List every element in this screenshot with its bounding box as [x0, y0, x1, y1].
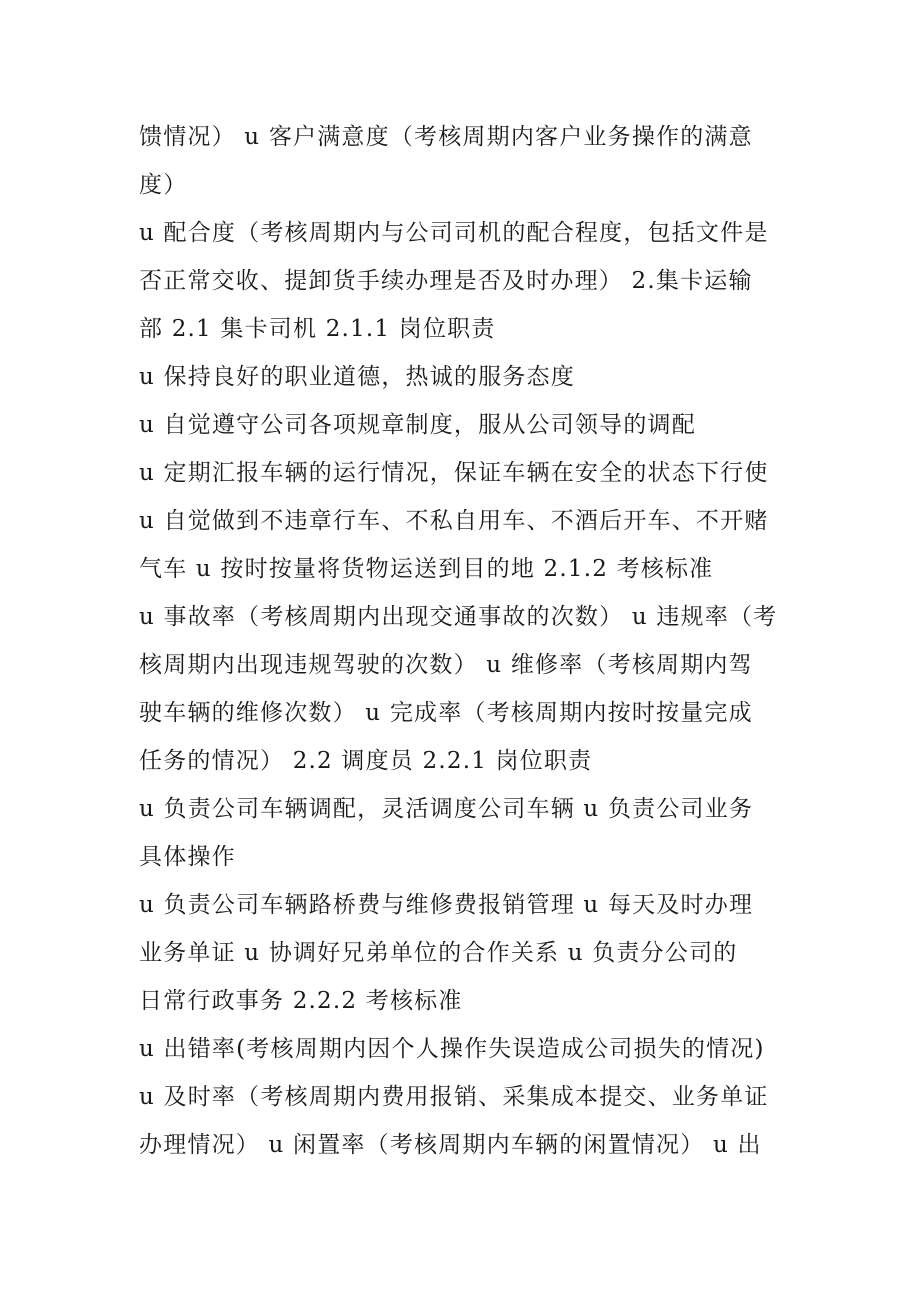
text-line: u 负责公司车辆路桥费与维修费报销管理 u 每天及时办理	[139, 892, 754, 918]
text-line: 办理情况） u 闲置率（考核周期内车辆的闲置情况） u 出	[139, 1132, 762, 1158]
text-line: u 负责公司车辆调配，灵活调度公司车辆 u 负责公司业务	[139, 796, 754, 822]
text-line: u 出错率(考核周期内因个人操作失误造成公司损失的情况)	[139, 1036, 765, 1062]
text-line: u 保持良好的职业道德，热诚的服务态度	[139, 364, 575, 390]
document-body	[139, 113, 789, 1169]
text-line: 部 2.1 集卡司机 2.1.1 岗位职责	[139, 316, 496, 342]
text-line: 度）	[139, 172, 188, 198]
text-line: u 及时率（考核周期内费用报销、采集成本提交、业务单证	[139, 1084, 769, 1110]
text-line: u 自觉遵守公司各项规章制度，服从公司领导的调配	[139, 412, 696, 438]
text-line: u 自觉做到不违章行车、不私自用车、不酒后开车、不开赌	[139, 508, 769, 534]
text-line: 任务的情况） 2.2 调度员 2.2.1 岗位职责	[139, 748, 593, 774]
text-line: 驶车辆的维修次数） u 完成率（考核周期内按时按量完成	[139, 700, 753, 726]
text-line: u 配合度（考核周期内与公司司机的配合程度，包括文件是	[139, 220, 769, 246]
text-line: 业务单证 u 协调好兄弟单位的合作关系 u 负责分公司的	[139, 940, 738, 966]
text-line: 具体操作	[139, 844, 236, 870]
text-line: u 定期汇报车辆的运行情况，保证车辆在安全的状态下行使	[139, 460, 769, 486]
text-line: 气车 u 按时按量将货物运送到目的地 2.1.2 考核标准	[139, 556, 714, 582]
text-line: 馈情况） u 客户满意度（考核周期内客户业务操作的满意	[139, 124, 753, 150]
text-line: 日常行政事务 2.2.2 考核标准	[139, 988, 463, 1014]
text-line: 核周期内出现违规驾驶的次数） u 维修率（考核周期内驾	[139, 652, 753, 678]
text-line: u 事故率（考核周期内出现交通事故的次数） u 违规率（考	[139, 604, 778, 630]
text-line: 否正常交收、提卸货手续办理是否及时办理） 2.集卡运输	[139, 268, 753, 294]
